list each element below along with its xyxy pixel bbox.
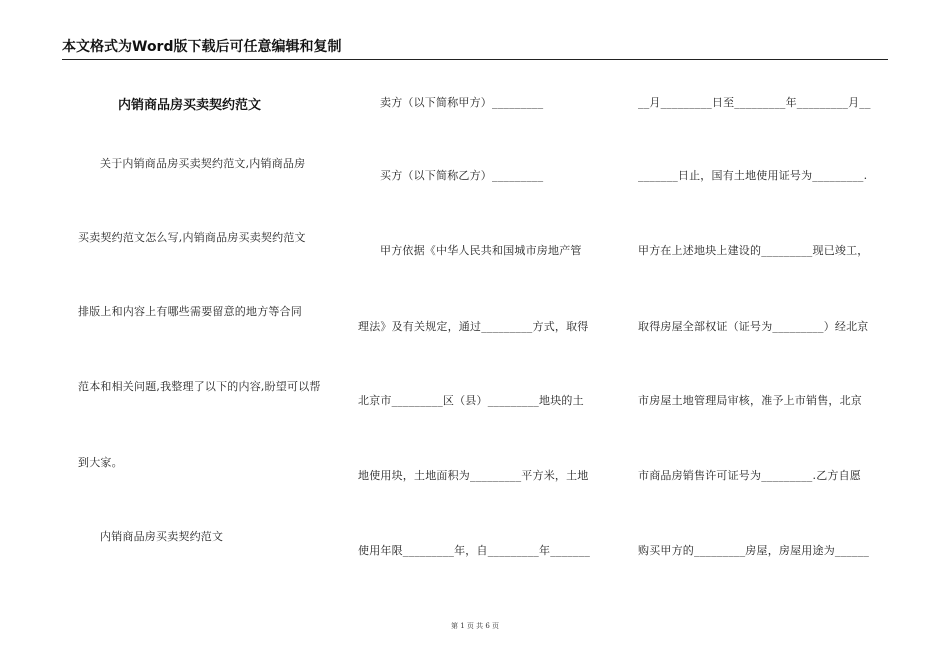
col3-line-4: 取得房屋全部权证（证号为_________）经北京: [638, 320, 869, 333]
page-number: 第 1 页 共 6 页: [450, 622, 500, 630]
col1-line-4: 范本和相关问题,我整理了以下的内容,盼望可以帮: [78, 380, 321, 393]
col3-line-7: 购买甲方的_________房屋，房屋用途为______: [638, 544, 870, 557]
col2-line-4: 理法》及有关规定，通过_________方式，取得: [358, 320, 589, 333]
col1-subtitle: 内销商品房买卖契约范文: [100, 530, 224, 543]
col2-line-7: 使用年限_________年，自_________年_______: [358, 544, 591, 557]
col2-line-3: 甲方依据《中华人民共和国城市房地产管: [380, 244, 582, 257]
document-header: 本文格式为Word版下载后可任意编辑和复制: [62, 36, 888, 60]
col3-line-6: 市商品房销售许可证号为_________.乙方自愿: [638, 469, 861, 482]
col1-line-1: 关于内销商品房买卖契约范文,内销商品房: [100, 157, 306, 170]
col1-line-3: 排版上和内容上有哪些需要留意的地方等合同: [78, 305, 302, 318]
col1-line-5: 到大家。: [78, 456, 123, 469]
col3-line-2: _______日止，国有土地使用证号为_________.: [638, 169, 868, 182]
col2-line-6: 地使用块，土地面积为_________平方米，土地: [358, 469, 589, 482]
col3-line-5: 市房屋土地管理局审核，准予上市销售，北京: [638, 394, 862, 407]
col2-line-2: 买方（以下简称乙方）_________: [380, 169, 544, 182]
col2-line-1: 卖方（以下简称甲方）_________: [380, 96, 544, 109]
document-title: 内销商品房买卖契约范文: [118, 98, 262, 113]
col1-line-2: 买卖契约范文怎么写,内销商品房买卖契约范文: [78, 231, 306, 244]
col2-line-5: 北京市_________区（县）_________地块的土: [358, 394, 584, 407]
col3-line-3: 甲方在上述地块上建设的_________现已竣工，: [638, 244, 869, 257]
col3-line-1: __月_________日至_________年_________月__: [638, 96, 871, 109]
